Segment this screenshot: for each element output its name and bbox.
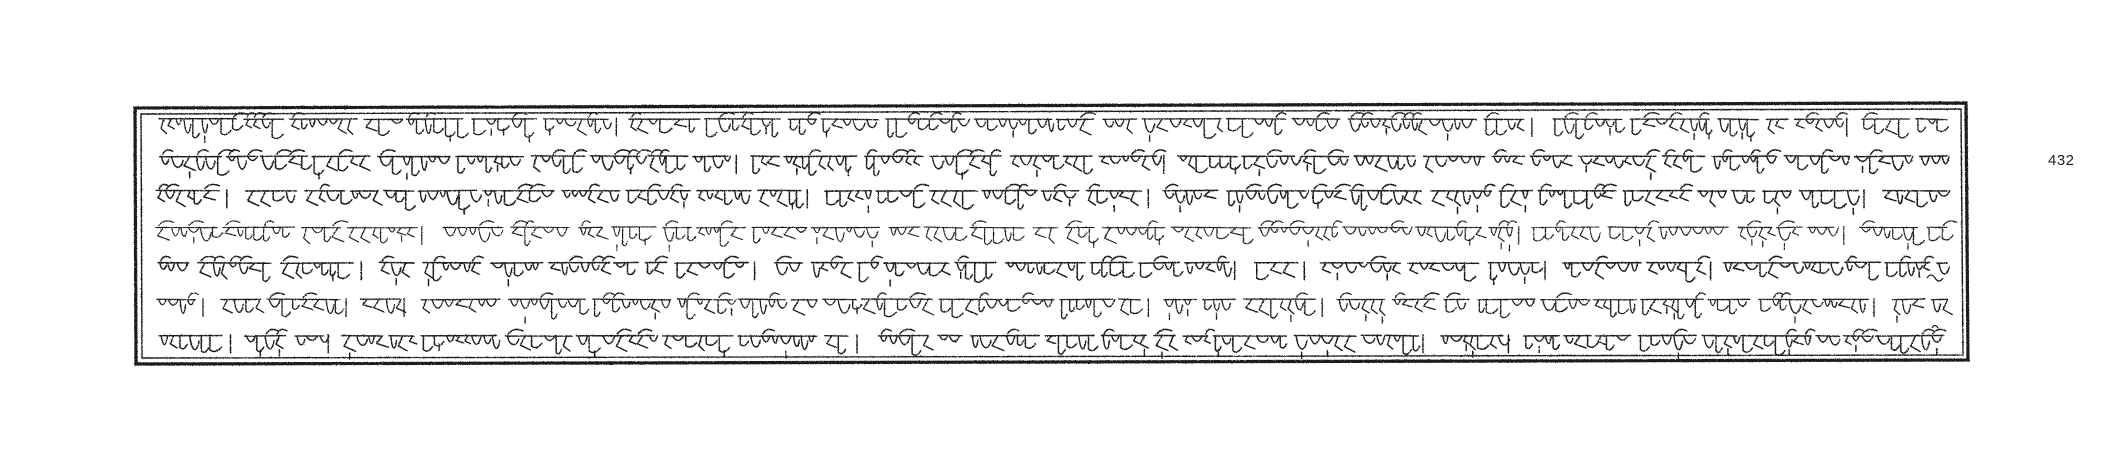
folio-scan-image (132, 98, 1970, 368)
script-line-strokes (157, 293, 1952, 323)
script-line-strokes (159, 329, 1946, 359)
script-line-strokes (156, 221, 1957, 251)
script-line-strokes (160, 150, 1950, 180)
script-line (159, 113, 1948, 143)
script-line (157, 293, 1952, 323)
script-line (156, 221, 1957, 251)
script-line-strokes (158, 256, 1949, 286)
script-line (156, 184, 1950, 214)
script-line (159, 329, 1946, 359)
script-lines (156, 113, 1957, 359)
frame-border (135, 103, 1968, 364)
margin-marks (1927, 275, 1943, 328)
folio-number: 432 (2048, 152, 2075, 169)
script-line-strokes (156, 184, 1950, 214)
script-line-strokes (159, 113, 1948, 143)
script-line (158, 256, 1949, 286)
folio-frame (132, 98, 1970, 368)
script-line (160, 150, 1950, 180)
